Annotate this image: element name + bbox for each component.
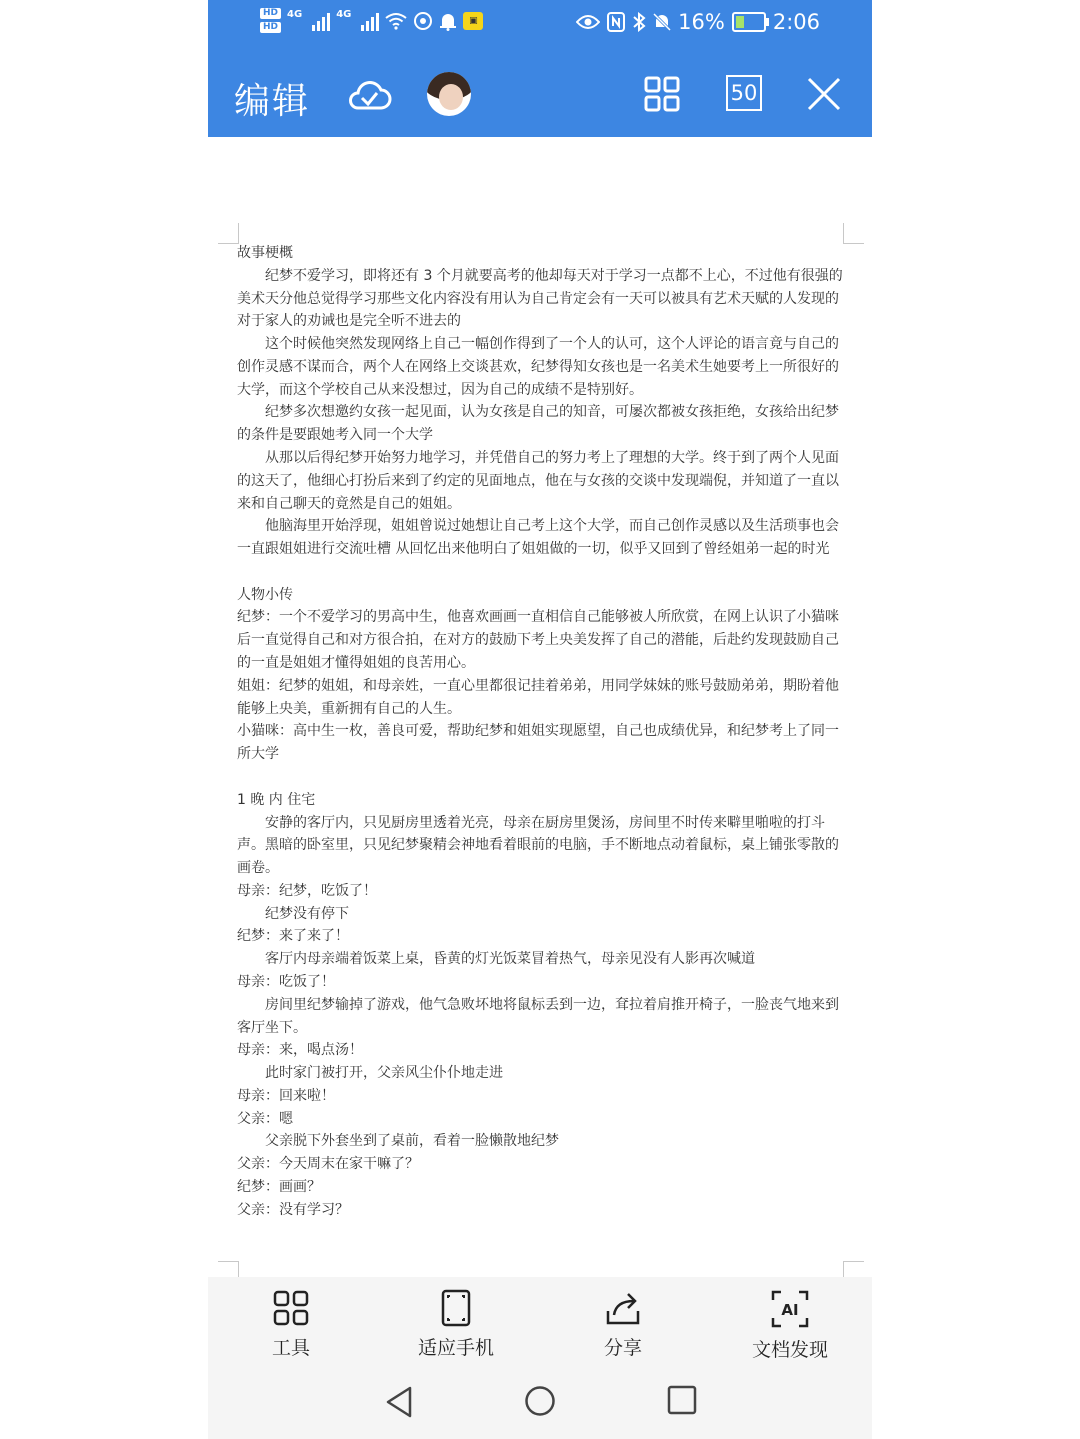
- document-paragraph: 母亲：吃饭了！: [237, 973, 335, 990]
- document-paragraph: 母亲：来，喝点汤！: [237, 1042, 363, 1059]
- share-button[interactable]: [588, 1277, 658, 1365]
- document-paragraph: 安静的客厅内，只见厨房里透着光亮，母亲在厨房里煲汤，房间里不时传来噼里啪啦的打斗声。黑暗的卧室里，只见纪梦聚精会神地看着眼前的电脑，手不断地点动着鼠标，桌上铺张零散的画卷。: [237, 814, 839, 877]
- cloud-check-icon[interactable]: [346, 74, 392, 114]
- phone-screen: [208, 0, 872, 1439]
- document-paragraph: 纪梦：画画？: [237, 1179, 321, 1195]
- document-paragraph: 母亲：纪梦，吃饭了！: [237, 882, 377, 899]
- document-paragraph: 纪梦不爱学习，即将还有 3 个月就要高考的他却每天对于学习一点都不上心，不过他有很强的美术天分他总觉得学习那些文化内容没有用认为自己肯定会有一天可以被具有艺术天赋的人发现的对于家人的劝诫也是完全听不进去的: [237, 267, 843, 330]
- document-discover-button[interactable]: [738, 1277, 842, 1365]
- document-paragraph: 这个时候他突然发现网络上自己一幅创作得到了一个人的认可，这个人评论的语言竟与自己的创作灵感不谋而合，两个人在网络上交谈甚欢，纪梦得知女孩也是一名美术生她要考上一所很好的大学，而这个学校自己从来没想过，因为自己的成绩不是特别好。: [237, 336, 839, 398]
- document-paragraph: 纪梦没有停下: [237, 905, 349, 922]
- close-icon[interactable]: [806, 76, 842, 112]
- notification-bell-icon: [439, 11, 457, 31]
- network-type-label: 4G: [336, 9, 352, 20]
- document-paragraph: 客厅内母亲端着饭菜上桌，昏黄的灯光饭菜冒着热气，母亲见没有人影再次喊道: [237, 951, 755, 968]
- signal-icon: [361, 11, 379, 31]
- document-page[interactable]: [208, 137, 872, 1277]
- app-topbar: [208, 0, 872, 137]
- ai-glyph: AI: [781, 1301, 799, 1319]
- bottom-toolbar: [208, 1277, 872, 1365]
- nav-back-icon[interactable]: [384, 1385, 414, 1419]
- nav-home-icon[interactable]: [524, 1385, 556, 1417]
- edit-button[interactable]: 编辑: [234, 81, 311, 122]
- document-paragraph: 父亲：嗯: [237, 1110, 293, 1127]
- tools-icon: [272, 1289, 310, 1327]
- document-discover-label: 文档发现: [751, 1339, 828, 1361]
- eye-comfort-icon: [576, 14, 600, 30]
- app-notification-icon: ▣: [463, 12, 483, 30]
- zoom-level-button[interactable]: 50: [726, 75, 762, 111]
- user-avatar[interactable]: [427, 72, 471, 116]
- hd-badge: HD: [260, 8, 281, 19]
- blank-line: [237, 766, 843, 789]
- crop-mark: [843, 223, 864, 244]
- document-paragraph: 此时家门被打开，父亲风尘仆仆地走进: [237, 1065, 503, 1082]
- document-paragraph: 姐姐：纪梦的姐姐，和母亲姓，一直心里都很记挂着弟弟，用同学妹妹的账号鼓励弟弟，期盼着他能够上央美，重新拥有自己的人生。: [237, 677, 839, 717]
- document-paragraph: 母亲：回来啦！: [237, 1087, 335, 1104]
- document-paragraph: 房间里纪梦输掉了游戏，他气急败坏地将鼠标丢到一边，耷拉着肩推开椅子，一脸丧气地来到客厅坐下。: [237, 996, 839, 1036]
- tools-button[interactable]: [248, 1277, 334, 1365]
- signal-icon: [312, 11, 330, 31]
- document-paragraph: 1 晚 内 住宅: [237, 791, 316, 808]
- document-paragraph: 他脑海里开始浮现，姐姐曾说过她想让自己考上这个大学，而自己创作灵感以及生活琐事也会一直跟姐姐进行交流吐槽 从回忆出来他明白了姐姐做的一切，似乎又回到了曾经姐弟一起的时光: [237, 518, 839, 558]
- status-bar: [208, 0, 872, 52]
- fit-phone-icon: [441, 1289, 471, 1327]
- fit-phone-button[interactable]: [404, 1277, 508, 1365]
- battery-icon: [732, 12, 766, 32]
- document-paragraph: 从那以后得纪梦开始努力地学习，并凭借自己的努力考上了理想的大学。终于到了两个人见面的这天了，他细心打扮后来到了约定的见面地点，他在与女孩的交谈中发现端倪，并知道了一直以来和自己聊天的竟然是自己的姐姐。: [237, 450, 839, 512]
- ai-scan-icon: [770, 1289, 810, 1329]
- tools-label: 工具: [271, 1337, 310, 1359]
- document-paragraph: 人物小传: [237, 586, 293, 603]
- system-nav-bar: [208, 1365, 872, 1439]
- hd-badge: HD: [260, 22, 281, 33]
- document-paragraph: 父亲：今天周末在家干嘛了？: [237, 1156, 419, 1173]
- clock: 2:06: [772, 10, 820, 34]
- status-right: [576, 10, 820, 34]
- share-label: 分享: [603, 1337, 642, 1359]
- fit-phone-label: 适应手机: [417, 1337, 494, 1359]
- document-paragraph: 故事梗概: [237, 245, 293, 261]
- crop-mark: [218, 223, 239, 244]
- document-paragraph: 纪梦：一个不爱学习的男高中生，他喜欢画画一直相信自己能够被人所欣赏，在网上认识了小猫咪后一直觉得自己和对方很合拍，在对方的鼓励下考上央美发挥了自己的潜能，后赴约发现鼓励自己的一直是姐姐才懂得姐姐的良苦用心。: [237, 609, 839, 672]
- document-paragraph: 父亲：没有学习？: [237, 1201, 349, 1218]
- document-paragraph: 纪梦多次想邀约女孩一起见面，认为女孩是自己的知音，可屡次都被女孩拒绝，女孩给出纪梦的条件是要跟她考入同一个大学: [237, 404, 839, 444]
- hotspot-icon: [413, 11, 433, 31]
- document-paragraph: 纪梦：来了来了！: [237, 928, 349, 945]
- nav-recents-icon[interactable]: [667, 1385, 697, 1415]
- status-left: [260, 8, 483, 33]
- wifi-icon: [385, 12, 407, 30]
- nfc-icon: [607, 12, 625, 32]
- document-paragraph: 小猫咪：高中生一枚，善良可爱，帮助纪梦和姐姐实现愿望，自己也成绩优异，和纪梦考上了同一所大学: [237, 723, 839, 763]
- blank-line: [237, 561, 843, 584]
- hd-indicators: [260, 8, 281, 33]
- editor-header: [208, 52, 872, 137]
- document-paragraph: 父亲脱下外套坐到了桌前，看着一脸懒散地纪梦: [237, 1133, 559, 1150]
- bluetooth-icon: [632, 12, 646, 32]
- document-body: [237, 242, 843, 1222]
- grid-view-icon[interactable]: [644, 76, 680, 112]
- battery-percent: 16%: [678, 10, 725, 34]
- network-type-label: 4G: [287, 9, 303, 20]
- share-icon: [604, 1289, 642, 1327]
- mute-bell-icon: [653, 12, 671, 32]
